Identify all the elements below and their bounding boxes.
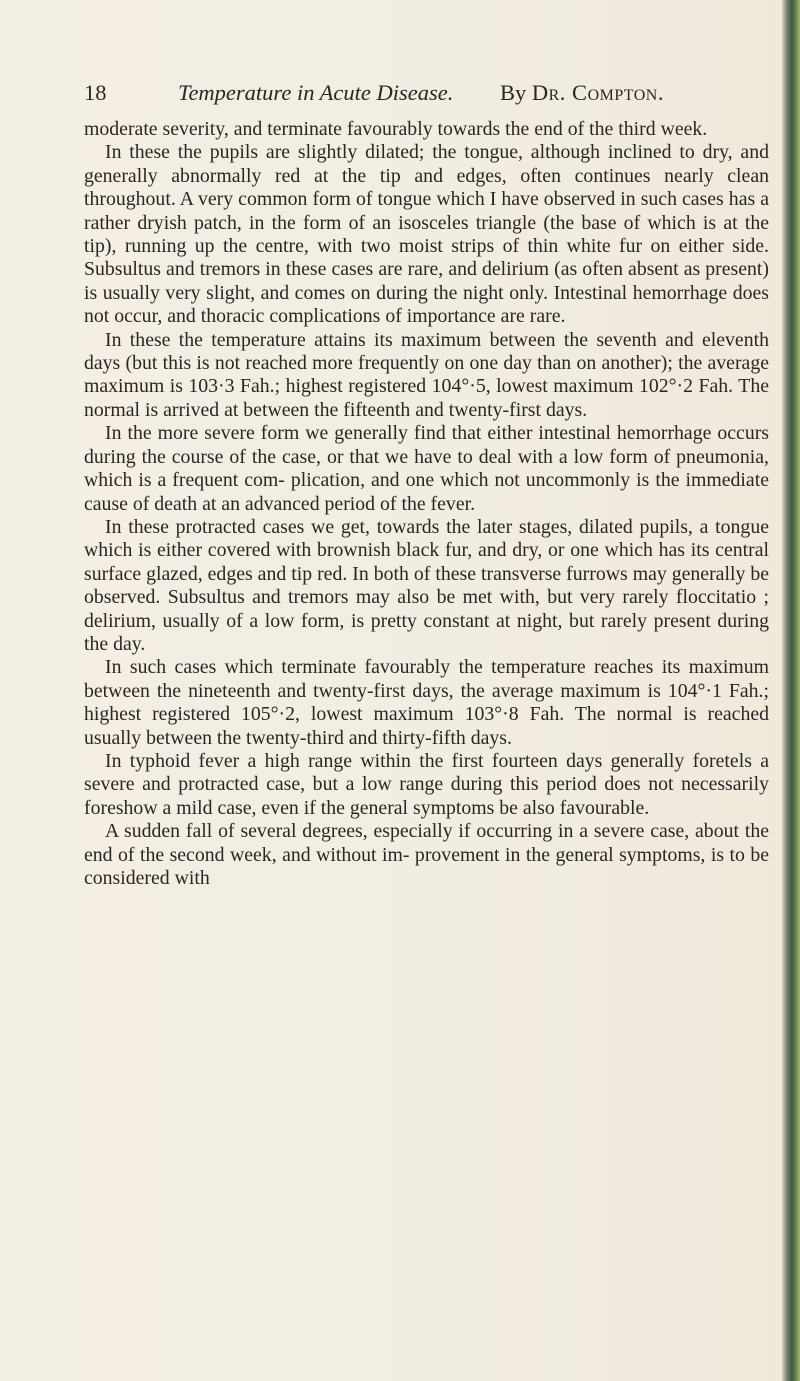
paragraph-mild-temperature: In these the temperature attains its maximum between the seventh and eleventh days (but this is not reached more frequently on one day than on another); the average maximum is 103·3 Fah.; highest registered 104°·5, lowest maximum 102°·2 Fah. The normal is arrived at between the fifteenth and twenty-first days. bbox=[84, 328, 769, 421]
paragraph-high-range: In typhoid fever a high range within the first fourteen days generally foretels a severe and protracted case, but a low range during this period does not necessarily foreshow a mild case, even if the general symptoms be also favourable. bbox=[84, 749, 769, 819]
paragraph-sudden-fall: A sudden fall of several degrees, especially if occurring in a severe case, about the end of the second week, and without im- provement in the general symptoms, is to be considered with bbox=[84, 820, 769, 889]
paragraph-favourable-temperature: In such cases which terminate favourably the temperature reaches its maximum between the nineteenth and twenty-first days, the average maximum is 104°·1 Fah.; highest registered 105°·2, lowest maximum 103°·8 Fah. The normal is reached usually between the twenty-third and thirty-fifth days. bbox=[84, 656, 769, 749]
author-name: Dr. Compton. bbox=[531, 80, 664, 105]
page-binding-edge bbox=[782, 0, 800, 1381]
author-prefix: By bbox=[500, 80, 532, 105]
body-text bbox=[84, 118, 769, 890]
paragraph-continuation: moderate severity, and terminate favourably towards the end of the third week. bbox=[84, 118, 708, 140]
page-number: 18 bbox=[84, 80, 107, 105]
paragraph-severe-form: In the more severe form we generally find that either intestinal hemorrhage occurs during the course of the case, or that we have to deal with a low form of pneumonia, which is a frequent com- plication, and one which not uncommonly is the immediate cause of death at an advanced period of the fever. bbox=[84, 422, 769, 515]
paragraph-protracted-cases: In these protracted cases we get, towards the later stages, dilated pupils, a tongue which is either covered with brownish black fur, and dry, or one which has its central surface glazed, edges and tip red. In both of these transverse furrows may generally be observed. Subsultus and tremors may also be met with, but very rarely floccitatio ; delirium, usually of a low form, is pretty constant at night, but rarely present during the day. bbox=[84, 515, 769, 655]
paragraph-mild-symptoms: In these the pupils are slightly dilated; the tongue, although inclined to dry, and generally abnormally red at the tip and edges, often continues nearly clean throughout. A very common form of tongue which I have observed in such cases has a rather dryish patch, in the form of an isosceles triangle (the base of which is at the tip), running up the centre, with two moist strips of thin white fur on either side. Subsultus and tremors in these cases are rare, and delirium (as often absent as present) is usually very slight, and comes on during the night only. Intestinal hemorrhage does not occur, and thoracic complications of importance are rare. bbox=[84, 141, 769, 328]
running-title: Temperature in Acute Disease. bbox=[178, 80, 454, 105]
running-author bbox=[500, 80, 664, 106]
running-header bbox=[84, 80, 724, 114]
